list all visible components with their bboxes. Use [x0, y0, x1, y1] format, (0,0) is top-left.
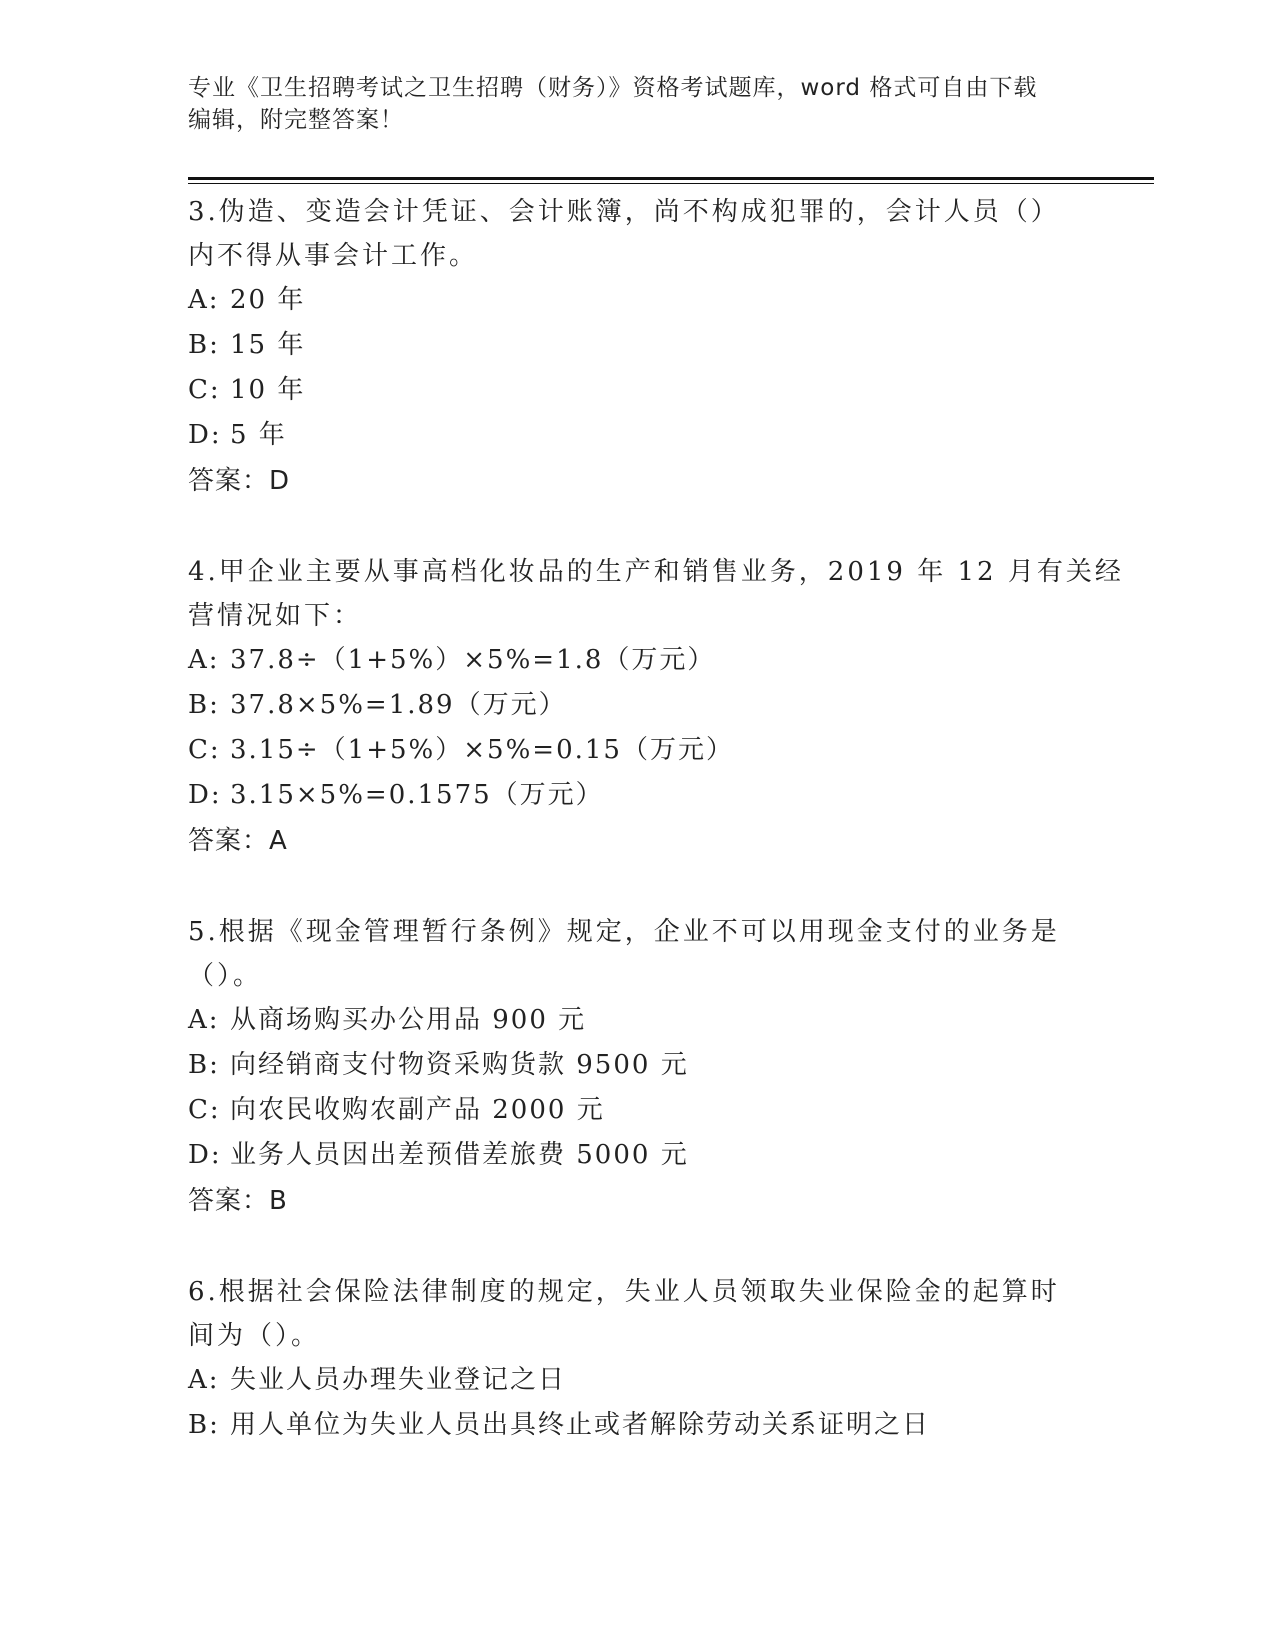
option-text: 从商场购买办公用品 900 元 [230, 1005, 587, 1035]
question-stem [188, 550, 1124, 638]
option-c [188, 1088, 1088, 1133]
option-text: 向农民收购农副产品 2000 元 [230, 1095, 605, 1125]
question-stem-line-2: 内不得从事会计工作。 [188, 241, 479, 271]
option-text: 向经销商支付物资采购货款 9500 元 [230, 1050, 689, 1080]
option-letter: C: [188, 375, 221, 405]
answer-line: 答案：D [188, 466, 291, 496]
question-6 [188, 1270, 1088, 1448]
option-letter: D: [188, 780, 222, 810]
header-divider-thick [188, 177, 1154, 180]
option-text: 20 年 [230, 285, 306, 315]
question-stem-line-1: 3.伪造、变造会计凭证、会计账簿，尚不构成犯罪的，会计人员（） [188, 197, 1060, 227]
option-text: 3.15÷（1+5%）×5%=0.15（万元） [230, 735, 734, 765]
option-a [188, 1358, 1088, 1403]
option-b [188, 1043, 1088, 1088]
question-stem [188, 910, 1088, 998]
option-a [188, 998, 1088, 1043]
question-stem-line-2: （）。 [188, 961, 263, 991]
option-text: 37.8÷（1+5%）×5%=1.8（万元） [230, 645, 716, 675]
header-divider-thin [188, 183, 1154, 184]
answer-line: 答案：A [188, 826, 288, 856]
option-letter: A: [188, 645, 220, 675]
option-text: 5 年 [230, 420, 287, 450]
option-c [188, 728, 1088, 773]
option-letter: D: [188, 1140, 222, 1170]
question-stem-line-1: 6.根据社会保险法律制度的规定，失业人员领取失业保险金的起算时 [188, 1277, 1060, 1307]
question-list [188, 190, 1124, 1494]
option-d [188, 413, 1088, 458]
option-text: 10 年 [230, 375, 306, 405]
option-letter: C: [188, 1095, 221, 1125]
header-line-2: 编辑，附完整答案！ [188, 107, 404, 133]
option-d [188, 773, 1088, 818]
option-letter: D: [188, 420, 222, 450]
document-header [188, 72, 1068, 136]
option-text: 用人单位为失业人员出具终止或者解除劳动关系证明之日 [230, 1410, 931, 1440]
option-text: 15 年 [230, 330, 306, 360]
option-text: 3.15×5%=0.1575（万元） [230, 780, 604, 810]
option-letter: B: [188, 690, 220, 720]
question-stem-line-2: 营情况如下： [188, 601, 363, 631]
option-letter: A: [188, 285, 220, 315]
question-4 [188, 550, 1124, 864]
option-a [188, 278, 1088, 323]
option-letter: C: [188, 735, 221, 765]
question-stem-line-2: 间为（）。 [188, 1321, 321, 1351]
question-3 [188, 190, 1088, 504]
option-b [188, 683, 1088, 728]
question-stem [188, 1270, 1088, 1358]
option-text: 失业人员办理失业登记之日 [230, 1365, 567, 1395]
option-letter: A: [188, 1365, 220, 1395]
option-d [188, 1133, 1088, 1178]
option-b [188, 1403, 1088, 1448]
question-stem [188, 190, 1088, 278]
option-a [188, 638, 1088, 683]
question-stem-line-1: 5.根据《现金管理暂行条例》规定，企业不可以用现金支付的业务是 [188, 917, 1060, 947]
answer-line: 答案：B [188, 1186, 288, 1216]
option-letter: B: [188, 330, 220, 360]
option-letter: B: [188, 1050, 220, 1080]
option-c [188, 368, 1088, 413]
option-letter: B: [188, 1410, 220, 1440]
option-letter: A: [188, 1005, 220, 1035]
option-text: 37.8×5%=1.89（万元） [230, 690, 567, 720]
header-line-1: 专业《卫生招聘考试之卫生招聘（财务）》资格考试题库，word 格式可自由下载 [188, 75, 1038, 101]
option-text: 业务人员因出差预借差旅费 5000 元 [230, 1140, 689, 1170]
question-5 [188, 910, 1088, 1224]
question-stem-line-1: 4.甲企业主要从事高档化妆品的生产和销售业务，2019 年 12 月有关经 [188, 557, 1124, 587]
option-b [188, 323, 1088, 368]
